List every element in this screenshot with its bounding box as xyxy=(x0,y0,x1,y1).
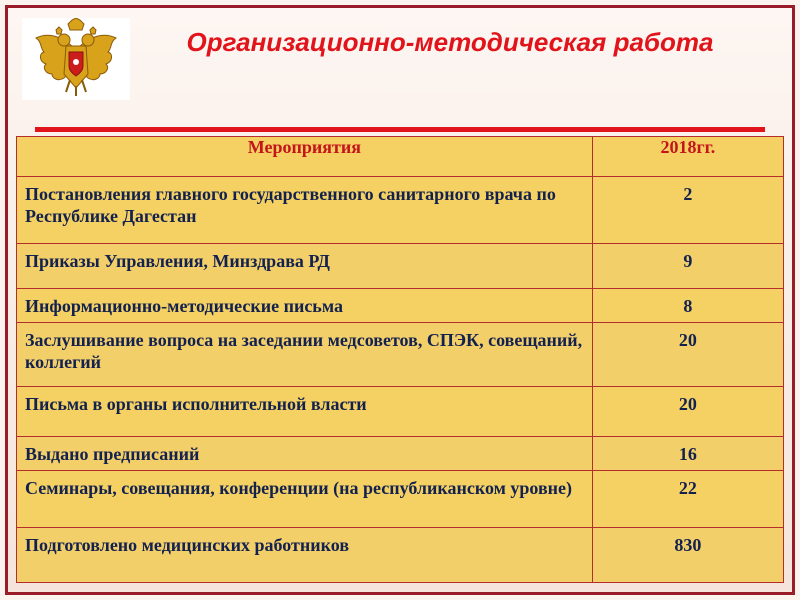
russian-coat-of-arms-icon xyxy=(22,18,130,100)
row-value: 22 xyxy=(592,471,783,528)
table-row xyxy=(17,244,784,289)
row-value: 8 xyxy=(592,289,783,323)
row-name: Постановления главного государственного санитарного врача по Республике Дагестан xyxy=(17,177,593,244)
events-table xyxy=(16,136,784,583)
row-name: Информационно-методические письма xyxy=(17,289,593,323)
table-row xyxy=(17,289,784,323)
table-row xyxy=(17,437,784,471)
header-year: 2018гг. xyxy=(592,137,783,177)
row-name: Выдано предписаний xyxy=(17,437,593,471)
row-name: Заслушивание вопроса на заседании медсоветов, СПЭК, совещаний, коллегий xyxy=(17,323,593,387)
row-name: Приказы Управления, Минздрава РД xyxy=(17,244,593,289)
row-name: Письма в органы исполнительной власти xyxy=(17,387,593,437)
table-row xyxy=(17,528,784,583)
row-value: 830 xyxy=(592,528,783,583)
row-name: Семинары, совещания, конференции (на республиканском уровне) xyxy=(17,471,593,528)
row-value: 2 xyxy=(592,177,783,244)
title-underline xyxy=(35,127,765,132)
table-row xyxy=(17,177,784,244)
slide-title: Организационно-методическая работа xyxy=(186,27,714,57)
table-row xyxy=(17,471,784,528)
row-value: 9 xyxy=(592,244,783,289)
row-name: Подготовлено медицинских работников xyxy=(17,528,593,583)
header-events: Мероприятия xyxy=(17,137,593,177)
table-row xyxy=(17,387,784,437)
row-value: 20 xyxy=(592,387,783,437)
row-value: 16 xyxy=(592,437,783,471)
table-header-row xyxy=(17,137,784,177)
table-row xyxy=(17,323,784,387)
row-value: 20 xyxy=(592,323,783,387)
